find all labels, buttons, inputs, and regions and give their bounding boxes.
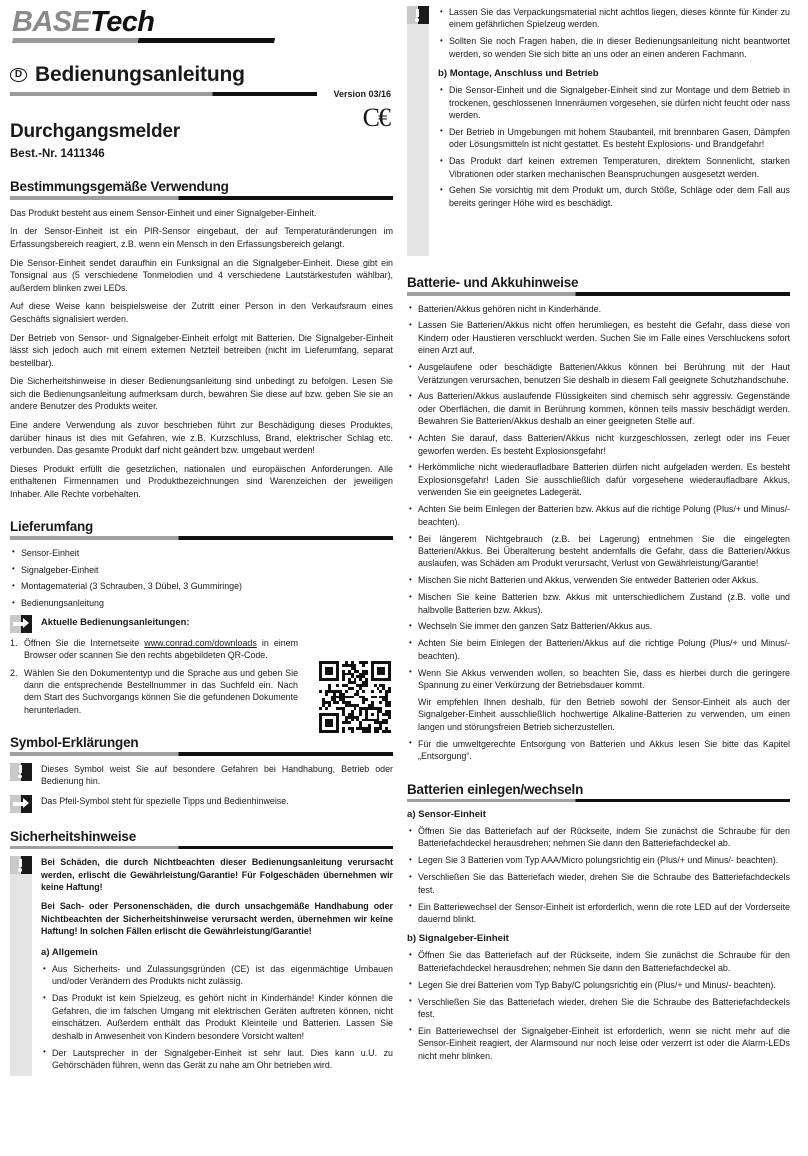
paragraph: In der Sensor-Einheit ist ein PIR-Sensor eingebaut, der auf Temperaturänderungen im Erfassungsbereich reagiert, z.B. wenn ein Mensch in den Erfassungsbereich gelangt. — [10, 226, 393, 249]
list-item: • Der Betrieb in Umgebungen mit hohem Staubanteil, mit brennbaren Gasen, Dämpfen oder Lösungsmitteln ist nicht gestattet. Es besteht Explosions- und Brandgefahr! — [438, 126, 790, 151]
list-item: • Aus Sicherheits- und Zulassungsgründen (CE) ist das eigenmächtige Umbauen und/oder Verändern des Produkts nicht zulässig. — [41, 963, 393, 988]
paragraph: Bei Sach- oder Personenschäden, die durch unsachgemäße Handhabung oder Nichtbeachten der Sicherheitshinweise verursacht werden, übernehmen wir keine Haftung! In solchen Fällen erlischt die Gewährleistung/Garantie! — [41, 901, 393, 937]
list-item: • Ein Batteriewechsel der Sensor-Einheit ist erforderlich, wenn die rote LED auf der Vorderseite dauernd blinkt. — [407, 901, 790, 926]
list-item: • Öffnen Sie das Batteriefach auf der Rückseite, indem Sie zunächst die Schraube für den Batteriefachdeckel herausdrehen; nehmen Sie dann den Batteriefachdeckel ab. — [407, 949, 790, 974]
battery-notes-list — [407, 303, 790, 763]
section-rule — [10, 536, 393, 540]
exclamation-warning-icon — [407, 6, 429, 24]
list-item: • Mischen Sie nicht Batterien und Akkus, verwenden Sie entweder Batterien oder Akkus. — [407, 574, 790, 586]
list-item: • Das Produkt darf keinen extremen Temperaturen, direktem Sonnenlicht, starken Vibrationen oder starken mechanischen Beanspruchungen ausgesetzt werden. — [438, 155, 790, 180]
safety-mounting-list — [438, 84, 790, 209]
section-rule — [407, 799, 790, 803]
list-item: • Wechseln Sie immer den ganzen Satz Batterien/Akkus aus. — [407, 620, 790, 632]
section-heading-symbol-explanations: Symbol-Erklärungen — [10, 735, 139, 751]
subsection-heading-signal-unit: b) Signalgeber-Einheit — [407, 933, 509, 945]
list-item: • Der Lautsprecher in der Signalgeber-Einheit ist sehr laut. Dies kann u.U. zu Gehörschäden führen, wenn das Gerät zu nahe am Ohr betrieben wird. — [41, 1047, 393, 1072]
ce-mark-icon: C€ — [362, 103, 389, 132]
safety-block — [10, 856, 393, 1076]
list-item: Wir empfehlen Ihnen deshalb, für den Betrieb sowohl der Sensor-Einheit als auch der Signalgeber-Einheit ausschließlich hochwertige Alkaline-Batterien zu verwenden, um einen langen und störungsfreien Betrieb sicherzustellen. — [418, 696, 790, 732]
list-item: • Herkömmliche nicht wiederaufladbare Batterien dürfen nicht aufgeladen werden. Es besteht Explosionsgefahr! Laden Sie ausschließlich dafür vorgesehene wiederaufladbare Akkus, verwenden Sie ein geeignetes Ladegerät. — [407, 461, 790, 498]
logo-base-text: BASE — [12, 6, 91, 38]
section-heading-intended-use: Bestimmungsgemäße Verwendung — [10, 179, 229, 194]
section-heading-scope-of-delivery: Lieferumfang — [10, 519, 94, 535]
list-item: • Das Produkt ist kein Spielzeug, es gehört nicht in Kinderhände! Kinder können die Gefahren, die im falschen Umgang mit elektrischen Geräten auftreten können, nicht einschätzen. Außerdem enthält das Produkt Kleinteile und Batterien. Lassen Sie deshalb in Anwesenheit von Kindern besondere Vorsicht walten! — [41, 992, 393, 1042]
step-text-post: in einem Browser oder scannen Sie den rechts abgebildeten QR-Code. — [24, 637, 299, 661]
list-item: Wählen Sie den Dokumententyp und die Sprache aus und geben Sie dann die entsprechende Bestellnummer in das Suchfeld ein. Nach dem Start des Suchvorgangs können Sie die gefundenen Dokumente herunterladen. — [24, 667, 298, 715]
intended-use-body — [10, 207, 393, 501]
list-item: • Die Sensor-Einheit und die Signalgeber-Einheit sind zur Montage und dem Betrieb in trockenen, geschlossenen Innenräumen vorgesehen, sie dürfen nicht feucht oder nass werden. — [438, 84, 790, 121]
section-rule — [407, 292, 790, 296]
section-rule — [10, 196, 393, 200]
list-item: • Wenn Sie Akkus verwenden wollen, so beachten Sie, dass es hierbei durch die geringere Spannung zu einer Verkürzung der Betriebsdauer kommt. — [407, 667, 790, 692]
list-item: • Gehen Sie vorsichtig mit dem Produkt um, durch Stöße, Schläge oder dem Fall aus bereits geringer Höhe wird es beschädigt. — [438, 184, 790, 209]
list-item: • Legen Sie drei Batterien vom Typ Baby/C polungsrichtig ein (Plus/+ und Minus/- beachten). — [407, 979, 790, 991]
downloads-tip-block — [10, 615, 298, 633]
safety-content-continued — [438, 6, 790, 256]
language-badge-de: D — [10, 68, 27, 82]
list-item: • Verschließen Sie das Batteriefach wieder, drehen Sie die Schraube des Batteriefachdeckels fest. — [407, 996, 790, 1021]
list-item: • Verschließen Sie das Batteriefach wieder, drehen Sie die Schraube des Batteriefachdeckels fest. — [407, 871, 790, 896]
document-type-title: Bedienungsanleitung — [35, 63, 245, 86]
symbol-row-warning — [10, 763, 393, 788]
list-item — [10, 637, 298, 662]
logo-tech-text: Tech — [90, 6, 155, 38]
list-item: • Öffnen Sie das Batteriefach auf der Rückseite, indem Sie zunächst die Schraube für den Batteriefachdeckel herausdrehen; nehmen Sie dann den Batteriefachdeckel ab. — [407, 825, 790, 850]
exclamation-warning-icon — [10, 763, 32, 781]
downloads-url-link[interactable]: www.conrad.com/downloads — [144, 637, 257, 648]
battery-install-signal-list — [407, 949, 790, 1062]
list-item: • Achten Sie beim Einlegen der Batterien bzw. Akkus auf die richtige Polung (Plus/+ und Minus/- beachten). — [407, 503, 790, 528]
list-item: • Mischen Sie keine Batterien bzw. Akkus mit unterschiedlichem Zustand (z.B. volle und halbvolle Batterien bzw. Akkus). — [407, 591, 790, 616]
safety-side-band — [10, 856, 32, 1076]
list-item: • Ausgelaufene oder beschädigte Batterien/Akkus können bei Berührung mit der Haut Verätzungen verursachen, benutzen Sie deshalb in diesem Fall geeignete Schutzhandschuhe. — [407, 361, 790, 386]
safety-content — [41, 856, 393, 1076]
paragraph: Der Betrieb von Sensor- und Signalgeber-Einheit erfolgt mit Batterien. Die Signalgeber-Einheit lässt sich jedoch auch mit einem externen Netzteil betreiben (nicht im Lieferumfang, separat bestellbar). — [10, 332, 393, 368]
scope-of-delivery-list — [10, 547, 393, 610]
arrow-tip-icon — [10, 615, 32, 633]
safety-general-list — [41, 963, 393, 1071]
logo-underline — [12, 38, 275, 43]
step-text-pre: Öffnen Sie die Internetseite — [24, 637, 145, 648]
list-item: • Sollten Sie noch Fragen haben, die in dieser Bedienungsanleitung nicht beantwortet werden, so wenden Sie sich bitte an uns oder an einen anderen Fachmann. — [438, 35, 790, 60]
symbol-description: Dieses Symbol weist Sie auf besondere Gefahren bei Handhabung, Betrieb oder Bedienung hin. — [41, 763, 393, 787]
subsection-heading-allgemein: a) Allgemein — [41, 947, 98, 959]
right-column — [407, 6, 790, 1156]
list-item: • Sensor-Einheit — [10, 547, 393, 559]
title-underline — [10, 92, 317, 96]
list-item: • Für die umweltgerechte Entsorgung von Batterien und Akkus lesen Sie bitte das Kapitel „Entsorgung“. — [407, 738, 790, 763]
list-item: • Bedienungsanleitung — [10, 597, 393, 609]
paragraph: Die Sensor-Einheit sendet daraufhin ein Funksignal an die Signalgeber-Einheit. Diese gibt ein Tonsignal aus (5 verschiedene Tonmelodien und 4 verschiedene Lautstärkestufen wählbar), außerdem blinken zwei LEDs. — [10, 257, 393, 293]
section-rule — [10, 752, 393, 756]
symbol-row-arrow — [10, 795, 393, 813]
section-heading-battery-install: Batterien einlegen/wechseln — [407, 781, 584, 797]
list-item: • Legen Sie 3 Batterien vom Typ AAA/Micro polungsrichtig ein (Plus/+ und Minus/- beachten). — [407, 854, 790, 866]
list-item: • Achten Sie beim Einlegen der Batterien/Akkus auf die richtige Polung (Plus/+ und Minus/- beachten). — [407, 637, 790, 662]
section-rule — [10, 846, 393, 850]
safety-side-band — [407, 6, 429, 256]
list-item: • Achten Sie darauf, dass Batterien/Akkus nicht kurzgeschlossen, zerlegt oder ins Feuer geworfen werden. Es besteht Explosionsgefahr! — [407, 432, 790, 457]
paragraph: Dieses Produkt erfüllt die gesetzlichen, nationalen und europäischen Anforderungen. Alle enthaltenen Firmennamen und Produktbezeichnungen sind Warenzeichen der jeweiligen Inhaber. Alle Rechte vorbehalten. — [10, 463, 393, 499]
subsection-heading-sensor-unit: a) Sensor-Einheit — [407, 809, 486, 820]
paragraph: Das Produkt besteht aus einem Sensor-Einheit und einer Signalgeber-Einheit. — [10, 207, 317, 218]
paragraph: Die Sicherheitshinweise in dieser Bedienungsanleitung sind unbedingt zu befolgen. Lesen Sie sich die Bedienungsanleitung aufmerksam durch, bewahren Sie diese auf bzw. geben Sie sie an andere Benutzer des Produkts weiter. — [10, 376, 393, 412]
paragraph: Eine andere Verwendung als zuvor beschrieben führt zur Beschädigung dieses Produktes, darüber hinaus ist dies mit Gefahren, wie z.B. Kurzschluss, Brand, elektrischer Schlag etc. verbunden. Das gesamte Produkt darf nicht geändert bzw. umgebaut werden! — [10, 420, 393, 455]
list-item: • Ein Batteriewechsel der Signalgeber-Einheit ist erforderlich, wenn sie nicht mehr auf die Sensor-Einheit reagiert, der Alarmsound nur noch leise oder verzerrt ist oder die Alarm-LEDs nicht mehr blinken. — [407, 1025, 790, 1062]
section-heading-battery-notes: Batterie- und Akkuhinweise — [407, 275, 579, 290]
list-item: • Signalgeber-Einheit — [10, 564, 393, 576]
symbol-description: Das Pfeil-Symbol steht für spezielle Tipps und Bedienhinweise. — [41, 795, 289, 806]
version-label: Version 03/16 — [333, 89, 391, 99]
exclamation-warning-icon — [10, 856, 32, 874]
subsection-heading-montage: b) Montage, Anschluss und Betrieb — [438, 68, 599, 80]
paragraph: Auf diese Weise kann beispielsweise der Zutritt einer Person in den Verkaufsraum eines Geschäfts signalisiert werden. — [10, 301, 393, 324]
safety-block-continued — [407, 6, 790, 256]
list-item: • Bei längerem Nichtgebrauch (z.B. bei Lagerung) entnehmen Sie die eingelegten Batterien/Akkus. Bei Überalterung besteht andernfalls die Gefahr, dass die Batterien/Akkus auslaufen, was Schäden am Produkt verursacht, Verlust von Gewährleistung/Garantie! — [407, 533, 790, 570]
order-number: Best.-Nr. 1411346 — [10, 148, 105, 160]
battery-install-sensor-list — [407, 825, 790, 925]
list-item: • Lassen Sie Batterien/Akkus nicht offen herumliegen, es besteht die Gefahr, dass diese von Kindern oder Haustieren verschluckt werden. Suchen Sie im Falle eines Verschluckens sofort einen Arzt auf. — [407, 319, 790, 356]
document-title-row — [10, 63, 393, 87]
list-item: • Lassen Sie das Verpackungsmaterial nicht achtlos liegen, dieses könnte für Kinder zu einem gefährlichen Spielzeug werden. — [438, 6, 790, 31]
list-item: • Montagematerial (3 Schrauben, 3 Dübel, 3 Gummiringe) — [10, 580, 393, 592]
page-title: Durchgangsmelder — [10, 121, 180, 142]
downloads-steps-list — [10, 637, 298, 716]
downloads-tip-heading: Aktuelle Bedienungsanleitungen: — [41, 615, 190, 627]
list-item: • Aus Batterien/Akkus auslaufende Flüssigkeiten sind chemisch sehr aggressiv. Gegenstände oder Oberflächen, die damit in Berührung kommen, können teils massiv beschädigt werden. Bewahren Sie Batterien/Akkus deshalb an einer geeigneten Stelle auf. — [407, 390, 790, 427]
section-heading-safety: Sicherheitshinweise — [10, 828, 136, 844]
basetech-logo — [12, 8, 393, 43]
arrow-tip-icon — [10, 795, 32, 813]
safety-general-list-continued — [438, 6, 790, 60]
paragraph: Bei Schäden, die durch Nichtbeachten dieser Bedienungsanleitung verursacht werden, erlischt die Gewährleistung/Garantie! Für Folgeschäden übernehmen wir keine Haftung! — [41, 857, 393, 893]
qr-code — [319, 661, 391, 733]
left-column — [10, 6, 393, 1156]
list-item: • Batterien/Akkus gehören nicht in Kinderhände. — [407, 303, 790, 315]
